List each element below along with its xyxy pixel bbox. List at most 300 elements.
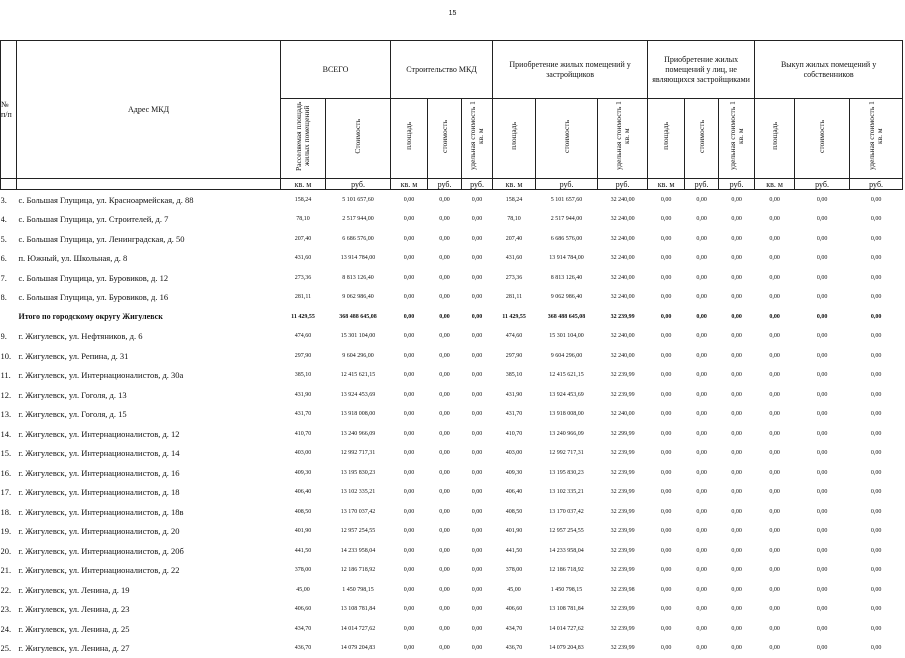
row-value: 0,00 xyxy=(428,385,462,405)
row-value: 0,00 xyxy=(755,619,795,639)
row-address: п. Южный, ул. Школьная, д. 8 xyxy=(17,249,281,269)
row-value: 403,00 xyxy=(493,444,536,464)
row-value: 0,00 xyxy=(462,366,493,386)
row-value: 0,00 xyxy=(850,541,903,561)
row-value: 0,00 xyxy=(850,502,903,522)
row-value: 32 240,00 xyxy=(598,288,648,308)
row-value: 409,30 xyxy=(493,463,536,483)
row-value: 14 014 727,62 xyxy=(536,619,598,639)
row-value: 0,00 xyxy=(719,600,755,620)
row-value: 0,00 xyxy=(755,385,795,405)
row-value: 441,50 xyxy=(281,541,326,561)
row-value: 13 195 830,23 xyxy=(536,463,598,483)
row-value: 0,00 xyxy=(755,366,795,386)
row-number: 5. xyxy=(1,229,17,249)
row-value: 5 101 657,60 xyxy=(536,190,598,210)
row-value: 12 415 621,15 xyxy=(326,366,391,386)
row-address: г. Жигулевск, ул. Интернационалистов, д. 16 xyxy=(17,463,281,483)
row-value: 12 957 254,55 xyxy=(326,522,391,542)
row-value: 0,00 xyxy=(685,483,719,503)
row-value: 0,00 xyxy=(850,229,903,249)
row-value: 0,00 xyxy=(462,600,493,620)
row-value: 0,00 xyxy=(648,600,685,620)
row-value: 0,00 xyxy=(685,405,719,425)
unit-cell: руб. xyxy=(598,179,648,190)
row-value: 0,00 xyxy=(428,268,462,288)
table-row xyxy=(1,385,903,405)
row-value: 0,00 xyxy=(795,385,850,405)
row-value: 273,36 xyxy=(493,268,536,288)
unit-cell xyxy=(17,179,281,190)
row-value: 0,00 xyxy=(391,580,428,600)
row-address: Итого по городскому округу Жигулевск xyxy=(17,307,281,327)
row-value: 32 240,00 xyxy=(598,346,648,366)
row-value: 32 240,00 xyxy=(598,229,648,249)
table-row xyxy=(1,580,903,600)
row-value: 434,70 xyxy=(493,619,536,639)
row-value: 0,00 xyxy=(755,405,795,425)
row-value: 0,00 xyxy=(428,288,462,308)
row-value: 0,00 xyxy=(428,639,462,658)
header-non-developers-cost: стоимость xyxy=(685,99,719,179)
row-value: 0,00 xyxy=(795,580,850,600)
row-value: 0,00 xyxy=(719,483,755,503)
row-value: 0,00 xyxy=(755,522,795,542)
row-address: с. Большая Глущица, ул. Буровиков, д. 16 xyxy=(17,288,281,308)
row-value: 0,00 xyxy=(719,444,755,464)
row-value: 0,00 xyxy=(850,288,903,308)
row-address: г. Жигулевск, ул. Ленина, д. 23 xyxy=(17,600,281,620)
row-value: 0,00 xyxy=(719,249,755,269)
row-address: с. Большая Глущица, ул. Ленинградская, д. 50 xyxy=(17,229,281,249)
row-value: 0,00 xyxy=(462,522,493,542)
row-value: 0,00 xyxy=(648,366,685,386)
row-value: 0,00 xyxy=(462,288,493,308)
row-value: 9 604 296,00 xyxy=(536,346,598,366)
row-value: 0,00 xyxy=(462,580,493,600)
row-address: г. Жигулевск, ул. Гоголя, д. 13 xyxy=(17,385,281,405)
row-value: 0,00 xyxy=(685,580,719,600)
row-value: 0,00 xyxy=(850,249,903,269)
row-value: 13 914 784,00 xyxy=(326,249,391,269)
row-value: 0,00 xyxy=(648,424,685,444)
header-buyout-cost: стоимость xyxy=(795,99,850,179)
unit-cell: кв. м xyxy=(391,179,428,190)
row-value: 0,00 xyxy=(685,327,719,347)
row-value: 0,00 xyxy=(685,346,719,366)
table-row xyxy=(1,444,903,464)
row-value: 12 992 717,31 xyxy=(326,444,391,464)
table-row xyxy=(1,424,903,444)
row-value: 0,00 xyxy=(391,600,428,620)
row-value: 0,00 xyxy=(428,561,462,581)
row-number: 14. xyxy=(1,424,17,444)
row-number: 20. xyxy=(1,541,17,561)
row-value: 0,00 xyxy=(719,561,755,581)
row-value: 0,00 xyxy=(462,307,493,327)
row-address: с. Большая Глущица, ул. Красноармейская, д. 88 xyxy=(17,190,281,210)
row-value: 0,00 xyxy=(755,210,795,230)
row-value: 0,00 xyxy=(648,346,685,366)
row-value: 0,00 xyxy=(685,307,719,327)
row-value: 45,00 xyxy=(493,580,536,600)
row-value: 0,00 xyxy=(755,483,795,503)
row-value: 32 240,00 xyxy=(598,327,648,347)
unit-cell: кв. м xyxy=(648,179,685,190)
row-value: 0,00 xyxy=(648,229,685,249)
row-value: 0,00 xyxy=(850,619,903,639)
row-value: 32 239,99 xyxy=(598,522,648,542)
row-value: 0,00 xyxy=(719,541,755,561)
row-value: 0,00 xyxy=(428,346,462,366)
row-number: 22. xyxy=(1,580,17,600)
row-value: 0,00 xyxy=(795,600,850,620)
row-value: 32 239,99 xyxy=(598,307,648,327)
row-value: 14 233 958,04 xyxy=(536,541,598,561)
row-value: 0,00 xyxy=(685,639,719,658)
row-value: 13 924 453,69 xyxy=(326,385,391,405)
row-value: 0,00 xyxy=(648,190,685,210)
table-row xyxy=(1,463,903,483)
row-value: 15 301 104,00 xyxy=(536,327,598,347)
row-value: 0,00 xyxy=(719,619,755,639)
row-number: 9. xyxy=(1,327,17,347)
row-value: 14 079 204,83 xyxy=(326,639,391,658)
row-address: г. Жигулевск, ул. Ленина, д. 27 xyxy=(17,639,281,658)
row-value: 0,00 xyxy=(795,444,850,464)
resettlement-table xyxy=(0,40,903,658)
row-value: 45,00 xyxy=(281,580,326,600)
header-address: Адрес МКД xyxy=(17,41,281,179)
row-number xyxy=(1,307,17,327)
row-value: 0,00 xyxy=(850,424,903,444)
row-value: 436,70 xyxy=(281,639,326,658)
row-value: 0,00 xyxy=(795,346,850,366)
row-value: 0,00 xyxy=(391,424,428,444)
row-value: 11 429,55 xyxy=(493,307,536,327)
row-value: 13 240 966,09 xyxy=(326,424,391,444)
row-value: 0,00 xyxy=(648,463,685,483)
unit-cell: руб. xyxy=(850,179,903,190)
row-value: 0,00 xyxy=(850,580,903,600)
row-value: 431,60 xyxy=(281,249,326,269)
table-row xyxy=(1,600,903,620)
row-value: 2 517 944,00 xyxy=(536,210,598,230)
row-value: 0,00 xyxy=(719,639,755,658)
header-developers-unit-cost: удельная стоимость 1 кв. м xyxy=(598,99,648,179)
row-value: 0,00 xyxy=(755,307,795,327)
row-value: 13 918 008,00 xyxy=(536,405,598,425)
row-address: с. Большая Глущица, ул. Строителей, д. 7 xyxy=(17,210,281,230)
row-value: 0,00 xyxy=(648,385,685,405)
row-value: 8 813 126,40 xyxy=(326,268,391,288)
row-address: г. Жигулевск, ул. Интернационалистов, д. 20б xyxy=(17,541,281,561)
row-value: 0,00 xyxy=(648,249,685,269)
row-value: 0,00 xyxy=(462,463,493,483)
row-value: 0,00 xyxy=(428,600,462,620)
row-value: 0,00 xyxy=(462,444,493,464)
row-value: 431,90 xyxy=(493,385,536,405)
row-value: 32 239,99 xyxy=(598,541,648,561)
row-value: 0,00 xyxy=(719,502,755,522)
row-value: 0,00 xyxy=(391,346,428,366)
row-value: 0,00 xyxy=(719,288,755,308)
row-value: 0,00 xyxy=(462,561,493,581)
table-row xyxy=(1,210,903,230)
row-value: 78,10 xyxy=(281,210,326,230)
row-value: 78,10 xyxy=(493,210,536,230)
row-number: 7. xyxy=(1,268,17,288)
row-value: 0,00 xyxy=(755,229,795,249)
table-row xyxy=(1,639,903,658)
row-value: 32 239,99 xyxy=(598,444,648,464)
row-value: 0,00 xyxy=(648,288,685,308)
header-group-total: ВСЕГО xyxy=(281,41,391,99)
row-number: 19. xyxy=(1,522,17,542)
row-number: 3. xyxy=(1,190,17,210)
row-value: 0,00 xyxy=(685,502,719,522)
row-value: 0,00 xyxy=(685,190,719,210)
row-value: 32 239,99 xyxy=(598,385,648,405)
row-address: г. Жигулевск, ул. Интернационалистов, д. 18 xyxy=(17,483,281,503)
table-row xyxy=(1,190,903,210)
row-value: 0,00 xyxy=(391,522,428,542)
row-value: 0,00 xyxy=(462,249,493,269)
row-value: 207,40 xyxy=(493,229,536,249)
row-value: 0,00 xyxy=(719,463,755,483)
row-value: 32 239,99 xyxy=(598,483,648,503)
row-value: 406,40 xyxy=(493,483,536,503)
row-value: 0,00 xyxy=(428,541,462,561)
header-group-construction: Строительство МКД xyxy=(391,41,493,99)
row-value: 12 186 718,92 xyxy=(326,561,391,581)
row-value: 385,10 xyxy=(493,366,536,386)
row-number: 11. xyxy=(1,366,17,386)
row-value: 0,00 xyxy=(755,288,795,308)
row-value: 0,00 xyxy=(391,210,428,230)
row-value: 378,00 xyxy=(281,561,326,581)
row-value: 401,90 xyxy=(493,522,536,542)
table-row xyxy=(1,541,903,561)
header-buyout-unit-cost: удельная стоимость 1 кв. м xyxy=(850,99,903,179)
row-value: 0,00 xyxy=(850,327,903,347)
row-value: 0,00 xyxy=(795,288,850,308)
row-value: 13 195 830,23 xyxy=(326,463,391,483)
total-row xyxy=(1,307,903,327)
header-construction-area: площадь xyxy=(391,99,428,179)
row-value: 0,00 xyxy=(685,463,719,483)
header-resettled-area: Расселяемая площадь жилых помещений xyxy=(281,99,326,179)
row-value: 0,00 xyxy=(428,366,462,386)
row-address: г. Жигулевск, ул. Интернационалистов, д. 14 xyxy=(17,444,281,464)
row-value: 410,70 xyxy=(281,424,326,444)
row-value: 0,00 xyxy=(462,327,493,347)
row-value: 12 957 254,55 xyxy=(536,522,598,542)
row-number: 21. xyxy=(1,561,17,581)
row-value: 0,00 xyxy=(719,268,755,288)
header-no: № п/п xyxy=(1,41,17,179)
row-value: 0,00 xyxy=(719,424,755,444)
row-value: 0,00 xyxy=(428,249,462,269)
row-value: 32 240,00 xyxy=(598,190,648,210)
row-value: 0,00 xyxy=(648,268,685,288)
table-row xyxy=(1,288,903,308)
row-value: 0,00 xyxy=(391,444,428,464)
row-value: 0,00 xyxy=(719,229,755,249)
row-value: 403,00 xyxy=(281,444,326,464)
row-value: 14 014 727,62 xyxy=(326,619,391,639)
row-value: 0,00 xyxy=(648,405,685,425)
row-value: 281,11 xyxy=(493,288,536,308)
row-number: 16. xyxy=(1,463,17,483)
row-value: 0,00 xyxy=(755,600,795,620)
row-value: 0,00 xyxy=(391,561,428,581)
header-construction-cost: стоимость xyxy=(428,99,462,179)
row-value: 8 813 126,40 xyxy=(536,268,598,288)
row-value: 0,00 xyxy=(462,229,493,249)
row-number: 13. xyxy=(1,405,17,425)
row-value: 0,00 xyxy=(755,561,795,581)
row-value: 32 239,98 xyxy=(598,580,648,600)
unit-cell: руб. xyxy=(719,179,755,190)
row-value: 0,00 xyxy=(391,307,428,327)
row-value: 32 239,99 xyxy=(598,366,648,386)
row-value: 0,00 xyxy=(755,541,795,561)
row-value: 0,00 xyxy=(685,561,719,581)
table-row xyxy=(1,268,903,288)
row-value: 0,00 xyxy=(685,541,719,561)
row-value: 408,50 xyxy=(281,502,326,522)
table-row xyxy=(1,405,903,425)
row-value: 13 924 453,69 xyxy=(536,385,598,405)
row-value: 0,00 xyxy=(685,229,719,249)
row-value: 0,00 xyxy=(462,483,493,503)
row-value: 0,00 xyxy=(719,346,755,366)
row-value: 410,70 xyxy=(493,424,536,444)
row-value: 0,00 xyxy=(685,249,719,269)
row-value: 0,00 xyxy=(795,541,850,561)
row-value: 0,00 xyxy=(795,483,850,503)
row-value: 281,11 xyxy=(281,288,326,308)
unit-cell: руб. xyxy=(462,179,493,190)
row-value: 0,00 xyxy=(428,210,462,230)
table-row xyxy=(1,249,903,269)
row-value: 0,00 xyxy=(391,541,428,561)
row-value: 32 239,99 xyxy=(598,619,648,639)
row-value: 0,00 xyxy=(428,502,462,522)
row-value: 0,00 xyxy=(685,522,719,542)
row-value: 0,00 xyxy=(795,249,850,269)
row-value: 0,00 xyxy=(719,307,755,327)
row-value: 0,00 xyxy=(391,268,428,288)
row-value: 0,00 xyxy=(391,288,428,308)
row-value: 13 170 037,42 xyxy=(536,502,598,522)
table-body xyxy=(1,190,903,658)
row-number: 8. xyxy=(1,288,17,308)
row-value: 13 108 781,84 xyxy=(326,600,391,620)
row-value: 431,60 xyxy=(493,249,536,269)
unit-cell: руб. xyxy=(326,179,391,190)
row-value: 2 517 944,00 xyxy=(326,210,391,230)
row-value: 13 918 008,00 xyxy=(326,405,391,425)
row-value: 0,00 xyxy=(648,307,685,327)
row-value: 0,00 xyxy=(428,483,462,503)
row-value: 0,00 xyxy=(795,522,850,542)
row-value: 0,00 xyxy=(462,210,493,230)
table-row xyxy=(1,619,903,639)
row-value: 0,00 xyxy=(719,580,755,600)
row-value: 431,70 xyxy=(281,405,326,425)
row-address: г. Жигулевск, ул. Нефтяников, д. 6 xyxy=(17,327,281,347)
row-value: 0,00 xyxy=(719,190,755,210)
row-value: 406,60 xyxy=(493,600,536,620)
row-value: 0,00 xyxy=(719,522,755,542)
table-row xyxy=(1,229,903,249)
row-value: 0,00 xyxy=(428,619,462,639)
row-value: 273,36 xyxy=(281,268,326,288)
row-value: 158,24 xyxy=(493,190,536,210)
row-value: 0,00 xyxy=(795,366,850,386)
row-value: 0,00 xyxy=(685,424,719,444)
row-value: 12 992 717,31 xyxy=(536,444,598,464)
row-value: 9 062 986,40 xyxy=(326,288,391,308)
row-value: 0,00 xyxy=(462,541,493,561)
row-number: 24. xyxy=(1,619,17,639)
header-non-developers-area: площадь xyxy=(648,99,685,179)
row-value: 0,00 xyxy=(648,541,685,561)
header-group-developers: Приобретение жилых помещений у застройщиков xyxy=(493,41,648,99)
row-value: 13 914 784,00 xyxy=(536,249,598,269)
row-value: 474,60 xyxy=(281,327,326,347)
row-value: 0,00 xyxy=(648,639,685,658)
row-number: 18. xyxy=(1,502,17,522)
row-value: 0,00 xyxy=(391,463,428,483)
unit-cell: кв. м xyxy=(755,179,795,190)
table-row xyxy=(1,522,903,542)
row-value: 408,50 xyxy=(493,502,536,522)
header-developers-cost: стоимость xyxy=(536,99,598,179)
row-value: 0,00 xyxy=(795,561,850,581)
row-value: 12 186 718,92 xyxy=(536,561,598,581)
row-value: 1 450 798,15 xyxy=(536,580,598,600)
row-address: г. Жигулевск, ул. Ленина, д. 19 xyxy=(17,580,281,600)
row-value: 385,10 xyxy=(281,366,326,386)
row-value: 0,00 xyxy=(391,190,428,210)
row-value: 0,00 xyxy=(755,639,795,658)
row-value: 0,00 xyxy=(685,444,719,464)
row-value: 0,00 xyxy=(755,327,795,347)
row-value: 431,70 xyxy=(493,405,536,425)
row-value: 0,00 xyxy=(391,327,428,347)
row-value: 0,00 xyxy=(685,600,719,620)
row-address: с. Большая Глущица, ул. Буровиков, д. 12 xyxy=(17,268,281,288)
row-value: 0,00 xyxy=(391,249,428,269)
row-value: 32 239,99 xyxy=(598,639,648,658)
row-value: 13 170 037,42 xyxy=(326,502,391,522)
row-value: 0,00 xyxy=(850,561,903,581)
row-value: 0,00 xyxy=(391,405,428,425)
row-value: 368 488 645,08 xyxy=(536,307,598,327)
row-value: 0,00 xyxy=(755,190,795,210)
row-value: 0,00 xyxy=(755,249,795,269)
row-value: 32 240,00 xyxy=(598,405,648,425)
row-value: 0,00 xyxy=(391,366,428,386)
row-value: 401,90 xyxy=(281,522,326,542)
row-value: 32 299,99 xyxy=(598,424,648,444)
row-value: 0,00 xyxy=(719,366,755,386)
row-value: 0,00 xyxy=(685,619,719,639)
unit-cell: руб. xyxy=(428,179,462,190)
